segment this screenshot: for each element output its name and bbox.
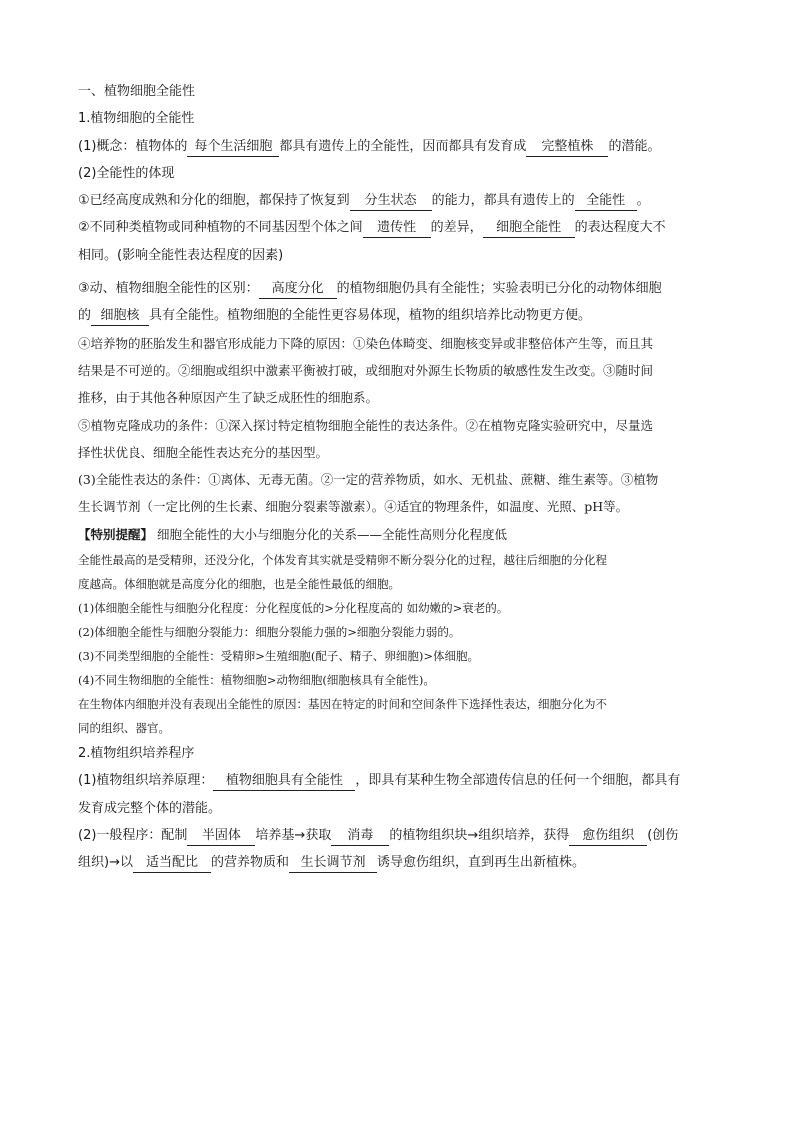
text: 的能力，都具有遗传上的 xyxy=(431,193,575,209)
answer-blank: 遗传性 xyxy=(363,219,431,238)
answer-blank: 植物细胞具有全能性 xyxy=(213,772,355,791)
tip-title: 细胞全能性的大小与细胞分化的关系——全能性高则分化程度低 xyxy=(157,526,508,542)
subsection-title-2: 2.植物组织培养程序 xyxy=(78,746,195,762)
text: ①已经高度成熟和分化的细胞，都保持了恢复到 xyxy=(78,193,350,209)
answer-blank: 半固体 xyxy=(187,827,255,846)
tip-line: (1)体细胞全能性与细胞分化程度：分化程度低的>分化程度高的 如幼嫩的>衰老的。 xyxy=(78,601,509,616)
text: (创伤 xyxy=(647,827,679,843)
text: 诱导愈伤组织，直到再生出新植株。 xyxy=(376,855,585,871)
text: (1)概念：植物体的 xyxy=(78,138,188,154)
tip-line: 在生物体内细胞并没有表现出全能性的原因：基因在特定的时间和空间条件下选择性表达，细胞分化为不 xyxy=(78,697,607,712)
text: 的植物细胞仍具有全能性；实验表明已分化的动物体细胞 xyxy=(336,281,662,297)
paragraph-procedure xyxy=(78,822,718,849)
text: ，即具有某种生物全部遗传信息的任何一个细胞，都具有 xyxy=(355,773,681,789)
paragraph-5-line: 择性状优良、细胞全能性表达充分的基因型。 xyxy=(78,444,329,460)
text: 的表达程度大不 xyxy=(574,220,666,236)
tip-line: (3)不同类型细胞的全能性：受精卵>生殖细胞(配子、精子、卵细胞)>体细胞。 xyxy=(78,649,480,664)
subsection-title: 1.植物细胞的全能性 xyxy=(78,111,195,127)
tip-line: (4)不同生物细胞的全能性：植物细胞>动物细胞(细胞核具有全能性)。 xyxy=(78,673,435,688)
answer-blank: 生长调节剂 xyxy=(289,854,377,873)
section-title: 一、植物细胞全能性 xyxy=(78,84,196,99)
tip-line: 全能性最高的是受精卵，还没分化，个体发育其实就是受精卵不断分裂分化的过程，越往后细胞的分化程 xyxy=(78,553,607,568)
paragraph-2-cont: 相同。(影响全能性表达程度的因素) xyxy=(78,247,284,263)
tip-line: (2)体细胞全能性与细胞分裂能力：细胞分裂能力强的>细胞分裂能力弱的。 xyxy=(78,625,461,640)
paragraph-4-line: 推移，由于其他各种原因产生了缺乏成胚性的细胞系。 xyxy=(78,390,379,406)
subsection-label: (2)全能性的体现 xyxy=(78,165,175,181)
paragraph-2 xyxy=(78,214,718,241)
text: (1)植物组织培养原理： xyxy=(78,773,214,789)
text: 都具有遗传上的全能性，因而都具有发育成 xyxy=(279,138,527,154)
answer-blank: 全能性 xyxy=(575,192,637,211)
text: 培养基→获取 xyxy=(255,827,332,843)
paragraph-procedure-cont xyxy=(78,849,718,876)
text: 具有全能性。植物细胞的全能性更容易体现，植物的组织培养比动物更方便。 xyxy=(149,308,592,324)
paragraph-4-line: ④培养物的胚胎发生和器官形成能力下降的原因：①染色体畸变、细胞核变异或非整倍体产生等，而且其 xyxy=(78,335,654,351)
paragraph-principle-cont: 发育成完整个体的潜能。 xyxy=(78,800,222,816)
text: 的营养物质和 xyxy=(210,855,289,871)
paragraph-6-line: (3)全能性表达的条件：①离体、无毒无菌。②一定的营养物质，如水、无机盐、蔗糖、维生素等。③植物 xyxy=(78,472,659,488)
text: ③动、植物细胞全能性的区别： xyxy=(78,281,259,297)
paragraph-6-line: 生长调节剂（一定比例的生长素、细胞分裂素等激素）。④适宜的物理条件，如温度、光照、pH等。 xyxy=(78,499,629,515)
answer-blank: 完整植株 xyxy=(526,138,608,157)
text: 的差异， xyxy=(430,220,483,236)
paragraph-3 xyxy=(78,275,718,302)
answer-blank: 高度分化 xyxy=(259,280,337,299)
paragraph-concept xyxy=(78,133,718,160)
answer-blank: 每个生活细胞 xyxy=(187,138,279,157)
paragraph-1 xyxy=(78,187,718,214)
text: 的潜能。 xyxy=(608,138,661,154)
answer-blank: 适当配比 xyxy=(133,854,211,873)
paragraph-principle xyxy=(78,767,718,794)
paragraph-4-line: 结果是不可逆的。②细胞或组织中激素平衡被打破，或细胞对外源生长物质的敏感性发生改变。③随时间 xyxy=(78,362,654,378)
answer-blank: 细胞核 xyxy=(91,307,149,326)
tip-line: 度越高。体细胞就是高度分化的细胞，也是全能性最低的细胞。 xyxy=(78,577,400,592)
tip-label: 【特别提醒】 xyxy=(78,526,154,542)
tip-line: 同的组织、器官。 xyxy=(78,721,170,736)
paragraph-5-line: ⑤植物克隆成功的条件：①深入探讨特定植物细胞全能性的表达条件。②在植物克隆实验研究中，尽量选 xyxy=(78,417,654,433)
text: 。 xyxy=(636,193,650,209)
text: 的植物组织块→组织培养，获得 xyxy=(389,827,570,843)
special-tip-header xyxy=(78,521,718,548)
text: 的 xyxy=(78,308,92,324)
paragraph-3-cont xyxy=(78,302,718,329)
answer-blank: 愈伤组织 xyxy=(569,827,647,846)
answer-blank: 分生状态 xyxy=(350,192,432,211)
answer-blank: 消毒 xyxy=(331,827,389,846)
document-page xyxy=(78,78,718,877)
answer-blank: 细胞全能性 xyxy=(483,219,575,238)
text: ②不同种类植物或同种植物的不同基因型个体之间 xyxy=(78,220,363,236)
text: (2)一般程序：配制 xyxy=(78,827,188,843)
text: 组织)→以 xyxy=(78,855,133,871)
